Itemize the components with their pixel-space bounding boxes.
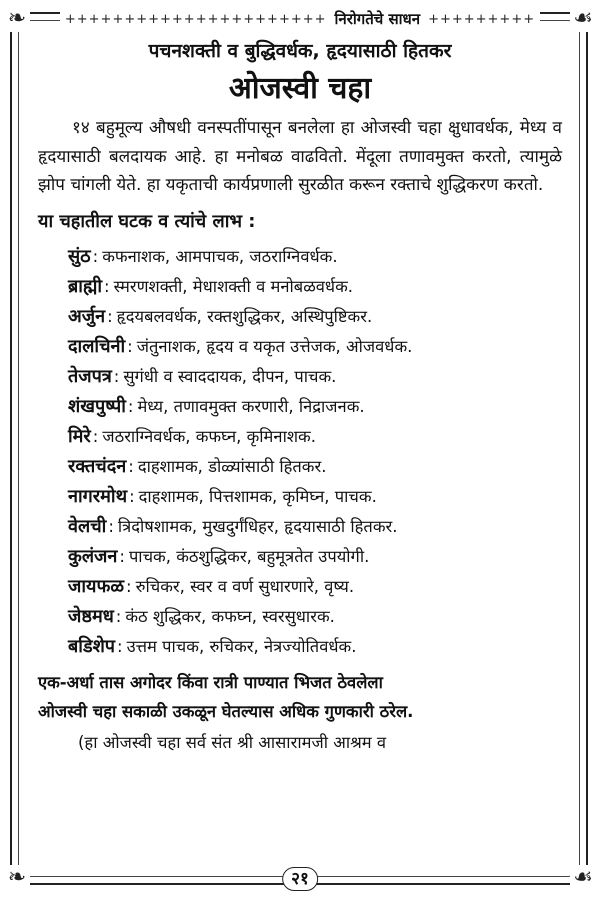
list-item xyxy=(68,302,562,332)
ingredient-benefit: कंठ शुद्धिकर, कफघ्न, स्वरसुधारक. xyxy=(125,606,335,626)
ingredient-benefit: रुचिकर, स्वर व वर्ण सुधारणारे, वृष्य. xyxy=(135,576,355,596)
list-item xyxy=(68,392,562,422)
list-item xyxy=(68,452,562,482)
ingredient-benefit: दाहशामक, पित्तशामक, कृमिघ्न, पाचक. xyxy=(138,486,377,506)
page-content xyxy=(38,36,562,757)
ingredient-benefit: पाचक, कंठशुद्धिकर, बहुमूत्रतेत उपयोगी. xyxy=(128,546,370,566)
separator: : xyxy=(92,426,99,446)
ingredient-benefit: स्मरणशक्ती, मेधाशक्ती व मनोबळवर्धक. xyxy=(113,276,353,296)
closing-paragraph xyxy=(38,668,562,726)
header-ornament-left: ++++++++++++++++++++++ xyxy=(64,11,327,27)
ingredient-name: वेलची xyxy=(68,515,107,537)
ingredient-name: बडिशेप xyxy=(68,635,116,657)
list-item xyxy=(68,572,562,602)
ingredient-list xyxy=(38,242,562,662)
ingredient-name: जेष्ठमध xyxy=(68,605,114,627)
separator: : xyxy=(128,456,134,476)
separator: : xyxy=(92,246,99,266)
page-subtitle: पचनशक्ती व बुद्धिवर्धक, हृदयासाठी हितकर xyxy=(148,40,452,62)
ingredient-benefit: जठराग्निवर्धक, कफघ्न, कृमिनाशक. xyxy=(102,426,316,446)
list-item xyxy=(68,542,562,572)
ingredient-benefit: जंतुनाशक, हृदय व यकृत उत्तेजक, ओजवर्धक. xyxy=(136,336,413,356)
ingredient-benefit: दाहशामक, डोळ्यांसाठी हितकर. xyxy=(137,456,327,476)
list-item xyxy=(68,332,562,362)
list-item xyxy=(68,512,562,542)
ingredients-heading: या चहातील घटक व त्यांचे लाभ : xyxy=(38,210,256,232)
separator: : xyxy=(117,636,123,656)
separator: : xyxy=(115,606,122,626)
separator: : xyxy=(127,336,133,356)
page-title: ओजस्वी चहा xyxy=(228,71,372,106)
corner-ornament-icon: ❧ xyxy=(4,6,30,32)
list-item xyxy=(68,242,562,272)
list-item xyxy=(68,632,562,662)
header-ornament-right: +++++++++ xyxy=(428,11,536,27)
corner-ornament-icon: ❧ xyxy=(4,865,30,891)
ingredient-benefit: कफनाशक, आमपाचक, जठराग्निवर्धक. xyxy=(102,246,338,266)
ingredient-benefit: सुगंधी व स्वाददायक, दीपन, पाचक. xyxy=(123,366,337,386)
separator: : xyxy=(126,576,132,596)
separator: : xyxy=(129,486,135,506)
corner-ornament-icon: ☙ xyxy=(570,6,596,32)
list-item xyxy=(68,362,562,392)
list-item xyxy=(68,272,562,302)
corner-ornament-icon: ☙ xyxy=(570,865,596,891)
ingredient-benefit: मेध्य, तणावमुक्त करणारी, निद्राजनक. xyxy=(137,396,365,416)
ingredient-name: कुलंजन xyxy=(68,545,118,567)
ingredient-benefit: त्रिदोषशामक, मुखदुर्गंधिहर, हृदयासाठी हितकर. xyxy=(117,516,398,536)
separator: : xyxy=(113,366,120,386)
ingredient-benefit: उत्तम पाचक, रुचिकर, नेत्रज्योतिवर्धक. xyxy=(126,636,357,656)
separator: : xyxy=(108,516,114,536)
ingredient-name: जायफळ xyxy=(68,575,125,597)
ingredient-name: तेजपत्र xyxy=(68,365,112,387)
running-header xyxy=(60,8,540,30)
continued-paragraph: (हा ओजस्वी चहा सर्व संत श्री आसारामजी आश्रम व xyxy=(78,732,387,752)
ingredient-name: दालचिनी xyxy=(68,335,126,357)
closing-line-1: एक-अर्धा तास अगोदर किंवा रात्री पाण्यात भिजत ठेवलेला xyxy=(38,672,383,692)
page-number: २१ xyxy=(282,867,318,891)
ingredient-name: सुंठ xyxy=(68,245,91,267)
ingredient-benefit: हृदयबलवर्धक, रक्तशुद्धिकर, अस्थिपुष्टिकर. xyxy=(116,306,373,326)
ingredient-name: रक्तचंदन xyxy=(68,455,127,477)
ingredient-name: ब्राह्मी xyxy=(68,275,103,297)
list-item xyxy=(68,422,562,452)
separator: : xyxy=(107,306,113,326)
list-item xyxy=(68,602,562,632)
running-header-title: निरोगतेचे साधन xyxy=(334,10,421,28)
list-item xyxy=(68,482,562,512)
ingredient-name: नागरमोथ xyxy=(68,485,128,507)
separator: : xyxy=(127,396,134,416)
intro-paragraph: १४ बहुमूल्य औषधी वनस्पतींपासून बनलेला हा ओजस्वी चहा क्षुधावर्धक, मेध्य व हृदयासाठी बलदायक आहे. हा मनोबळ वाढवितो. मेंदूला तणावमुक्त करतो, त्यामुळे झोप चांगली येते. हा यकृताची कार्यप्रणाली सुरळीत करून रक्ताचे शुद्धिकरण करतो. xyxy=(38,118,562,195)
separator: : xyxy=(104,276,110,296)
closing-line-2: ओजस्वी चहा सकाळी उकळून घेतल्यास अधिक गुणकारी ठरेल. xyxy=(38,701,414,721)
ingredient-name: अर्जुन xyxy=(68,305,106,327)
ingredient-name: शंखपुष्पी xyxy=(68,395,126,417)
ingredient-name: मिरे xyxy=(68,425,91,447)
separator: : xyxy=(119,546,125,566)
